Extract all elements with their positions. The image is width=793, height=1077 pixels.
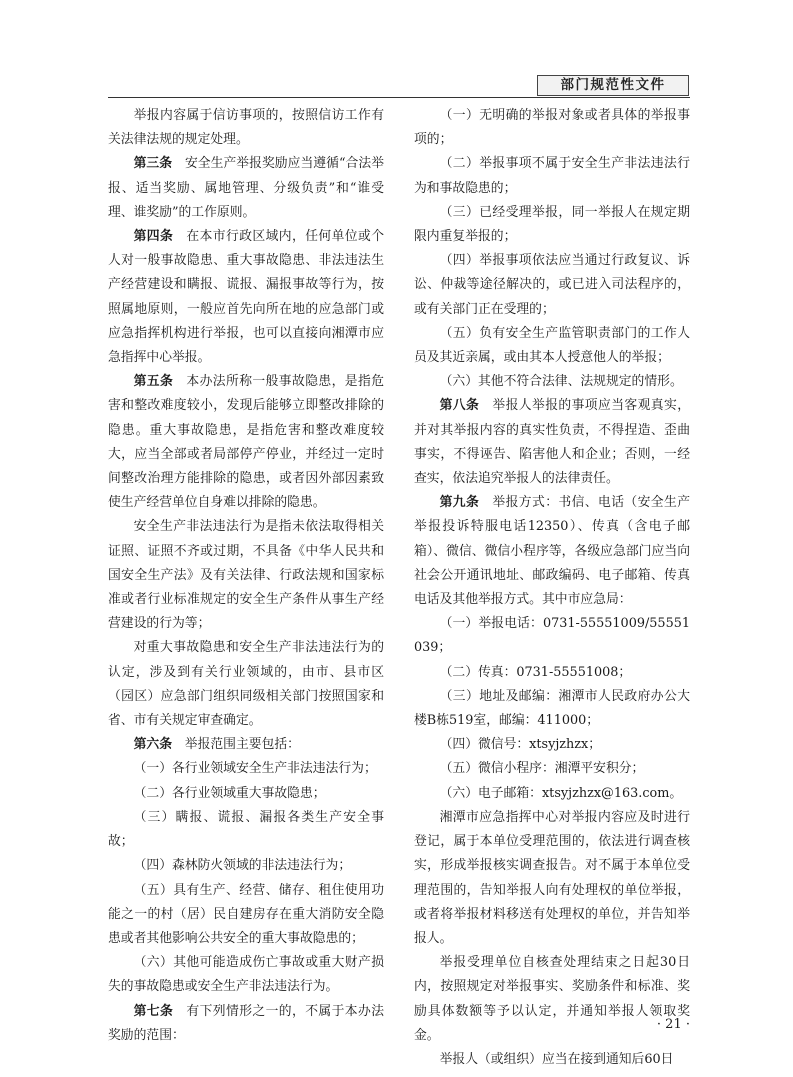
article-6: 第六条 举报范围主要包括： [133, 737, 300, 753]
article-label: 第四条 [133, 229, 174, 245]
article-label: 第九条 [439, 495, 480, 511]
list-item: （一）各行业领域安全生产非法违法行为； [133, 761, 377, 777]
article-3: 第三条 安全生产举报奖励应当遵循“合法举报、适当奖励、属地管理、分级负责”和“谁受理、谁奖励”的工作原则。 [108, 156, 385, 220]
article-8: 第八条 举报人举报的事项应当客观真实，并对其举报内容的真实性负责，不得捏造、歪曲事实，不得诬告、陷害他人和企业；否则，一经查实，依法追究举报人的法律责任。 [414, 398, 691, 487]
paragraph: 安全生产非法违法行为是指未依法取得相关证照、证照不齐或过期，不具备《中华人民共和国安全生产法》及有关法律、行政法规和国家标准或者行业标准规定的安全生产条件从事生产经营建设的行为等； [108, 519, 384, 632]
paragraph-continuation: 举报内容属于信访事项的，按照信访工作有关法律法规的规定处理。 [108, 108, 384, 148]
paragraph: 举报人（或组织）应当在接到通知后60日 [439, 1051, 674, 1067]
list-item: （五）具有生产、经营、储存、租住使用功能之一的村（居）民自建房存在重大消防安全隐患或者其他影响公共安全的重大事故隐患的； [108, 882, 384, 946]
article-label: 第六条 [133, 737, 172, 753]
list-item: （三）已经受理举报，同一举报人在规定期限内重复举报的； [414, 204, 690, 245]
list-item: （四）微信号：xtsyjzhzx； [439, 737, 602, 753]
list-item: （二）举报事项不属于安全生产非法违法行为和事故隐患的； [414, 156, 690, 196]
list-item: （六）其他可能造成伤亡事故或重大财产损失的事故隐患或安全生产非法违法行为。 [108, 955, 384, 995]
list-item: （四）举报事项依法应当通过行政复议、诉讼、仲裁等途径解决的，或已进入司法程序的，或有关部门正在受理的； [414, 253, 690, 317]
list-item: （四）森林防火领域的非法违法行为； [133, 858, 352, 874]
paragraph: 对重大事故隐患和安全生产非法违法行为的认定，涉及到有关行业领域的，由市、县市区（园区）应急部门组织同级相关部门按照国家和省、市有关规定审查确定。 [108, 640, 384, 729]
list-item: （三）瞒报、谎报、漏报各类生产安全事故； [108, 809, 384, 850]
paragraph: 湘潭市应急指挥中心对举报内容应及时进行登记，属于本单位受理范围的，依法进行调查核实，形成举报核实调查报告。对不属于本单位受理范围的，告知举报人向有处理权的单位举报，或者将举报材料移送有处理权的单位，并告知举报人。 [414, 809, 690, 946]
list-item: （六）电子邮箱：xtsyjzhzx@163.com。 [439, 785, 683, 801]
list-item: （三）地址及邮编：湘潭市人民政府办公大楼B栋519室，邮编：411000； [414, 688, 690, 729]
article-label: 第五条 [133, 374, 174, 390]
header-rule [108, 97, 690, 98]
list-item: （一）无明确的举报对象或者具体的举报事项的； [414, 108, 690, 148]
right-column [414, 104, 690, 1072]
article-label: 第三条 [133, 156, 173, 172]
list-item: （二）传真：0731-55551008； [439, 664, 632, 680]
list-item: （五）负有安全生产监管职责部门的工作人员及其近亲属，或由其本人授意他人的举报； [414, 325, 690, 366]
page-number: · 21 · [656, 1017, 690, 1032]
section-header-title: 部门规范性文件 [537, 75, 689, 96]
article-9: 第九条 举报方式：书信、电话（安全生产举报投诉特服电话12350）、传真（含电子邮箱）、微信、微信小程序等，各级应急部门应当向社会公开通讯地址、邮政编码、电子邮箱、传真电话及其他举报方式。其中市应急局： [414, 495, 691, 608]
list-item: （一）举报电话：0731-55551009/55551039； [414, 616, 690, 656]
article-4: 第四条 在本市行政区域内，任何单位或个人对一般事故隐患、重大事故隐患、非法违法生产经营建设和瞒报、谎报、漏报事故等行为，按照属地原则，一般应首先向所在地的应急部门或应急指挥机构进行举报，也可以直接向湘潭市应急指挥中心举报。 [108, 229, 385, 366]
left-column [108, 104, 384, 1048]
paragraph: 举报受理单位自核查处理结束之日起30日内，按照规定对举报事实、奖励条件和标准、奖励具体数额等予以认定，并通知举报人领取奖金。 [414, 955, 690, 1043]
article-7: 第七条 有下列情形之一的，不属于本办法奖励的范围： [108, 1003, 385, 1043]
list-item: （五）微信小程序：湘潭平安积分； [439, 761, 645, 777]
article-5: 第五条 本办法所称一般事故隐患，是指危害和整改难度较小，发现后能够立即整改排除的隐患。重大事故隐患，是指危害和整改难度较大，应当全部或者局部停产停业，并经过一定时间整改治理方能排除的隐患，或者因外部因素致使生产经营单位自身难以排除的隐患。 [108, 374, 385, 511]
article-label: 第七条 [133, 1003, 174, 1019]
list-item: （二）各行业领域重大事故隐患； [133, 785, 326, 801]
article-label: 第八条 [439, 398, 480, 414]
list-item: （六）其他不符合法律、法规规定的情形。 [439, 374, 683, 390]
